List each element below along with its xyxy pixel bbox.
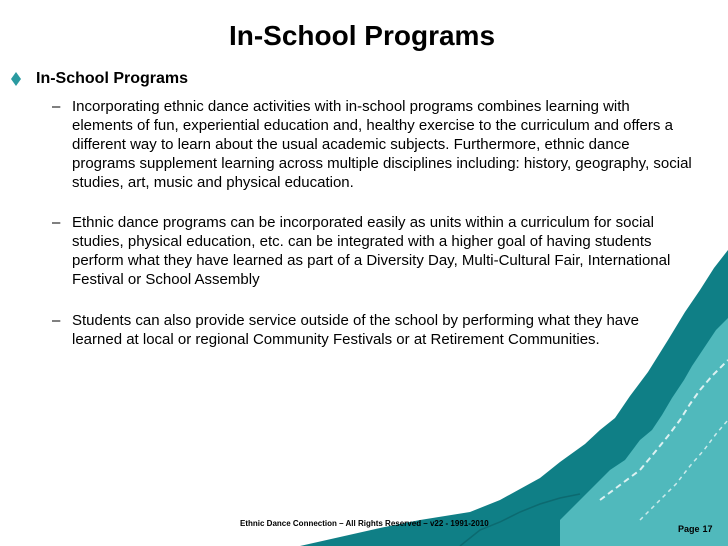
footer-copyright: Ethnic Dance Connection – All Rights Reserved – v22 - 1991-2010 <box>240 519 489 528</box>
sub-bullet-3 <box>52 311 692 349</box>
dash-marker: – <box>52 214 61 231</box>
sub-bullet-text: Incorporating ethnic dance activities with in-school programs combines learning with elements of fun, experiential education and, healthy exercise to the curriculum and offers a different way to learn about the usual academic subjects. Furthermore, ethnic dance programs supplement learning across multiple disciplines including: history, geography, social studies, art, music and physical education. <box>72 98 692 191</box>
dash-marker: – <box>52 312 61 329</box>
main-bullet-label: In-School Programs <box>36 70 189 87</box>
sub-bullet-text: Ethnic dance programs can be incorporated easily as units within a curriculum for social studies, physical education, etc. can be integrated with a higher goal of having students perform what they have learned as part of a Diversity Day, Multi-Cultural Fair, International Festival or School Assembly <box>72 214 671 288</box>
page-number <box>678 524 713 534</box>
main-bullet <box>10 69 710 89</box>
sub-bullet-2 <box>52 213 692 289</box>
dash-marker: – <box>52 98 61 115</box>
page-number-value: 17 <box>702 524 713 534</box>
page-label: Page <box>678 524 700 534</box>
sub-bullet-1 <box>52 97 692 192</box>
sub-bullet-text: Students can also provide service outside of the school by performing what they have learned at local or regional Community Festivals or at Retirement Communities. <box>72 312 639 348</box>
page-title: In-School Programs <box>228 20 496 51</box>
diamond-icon <box>10 71 22 87</box>
